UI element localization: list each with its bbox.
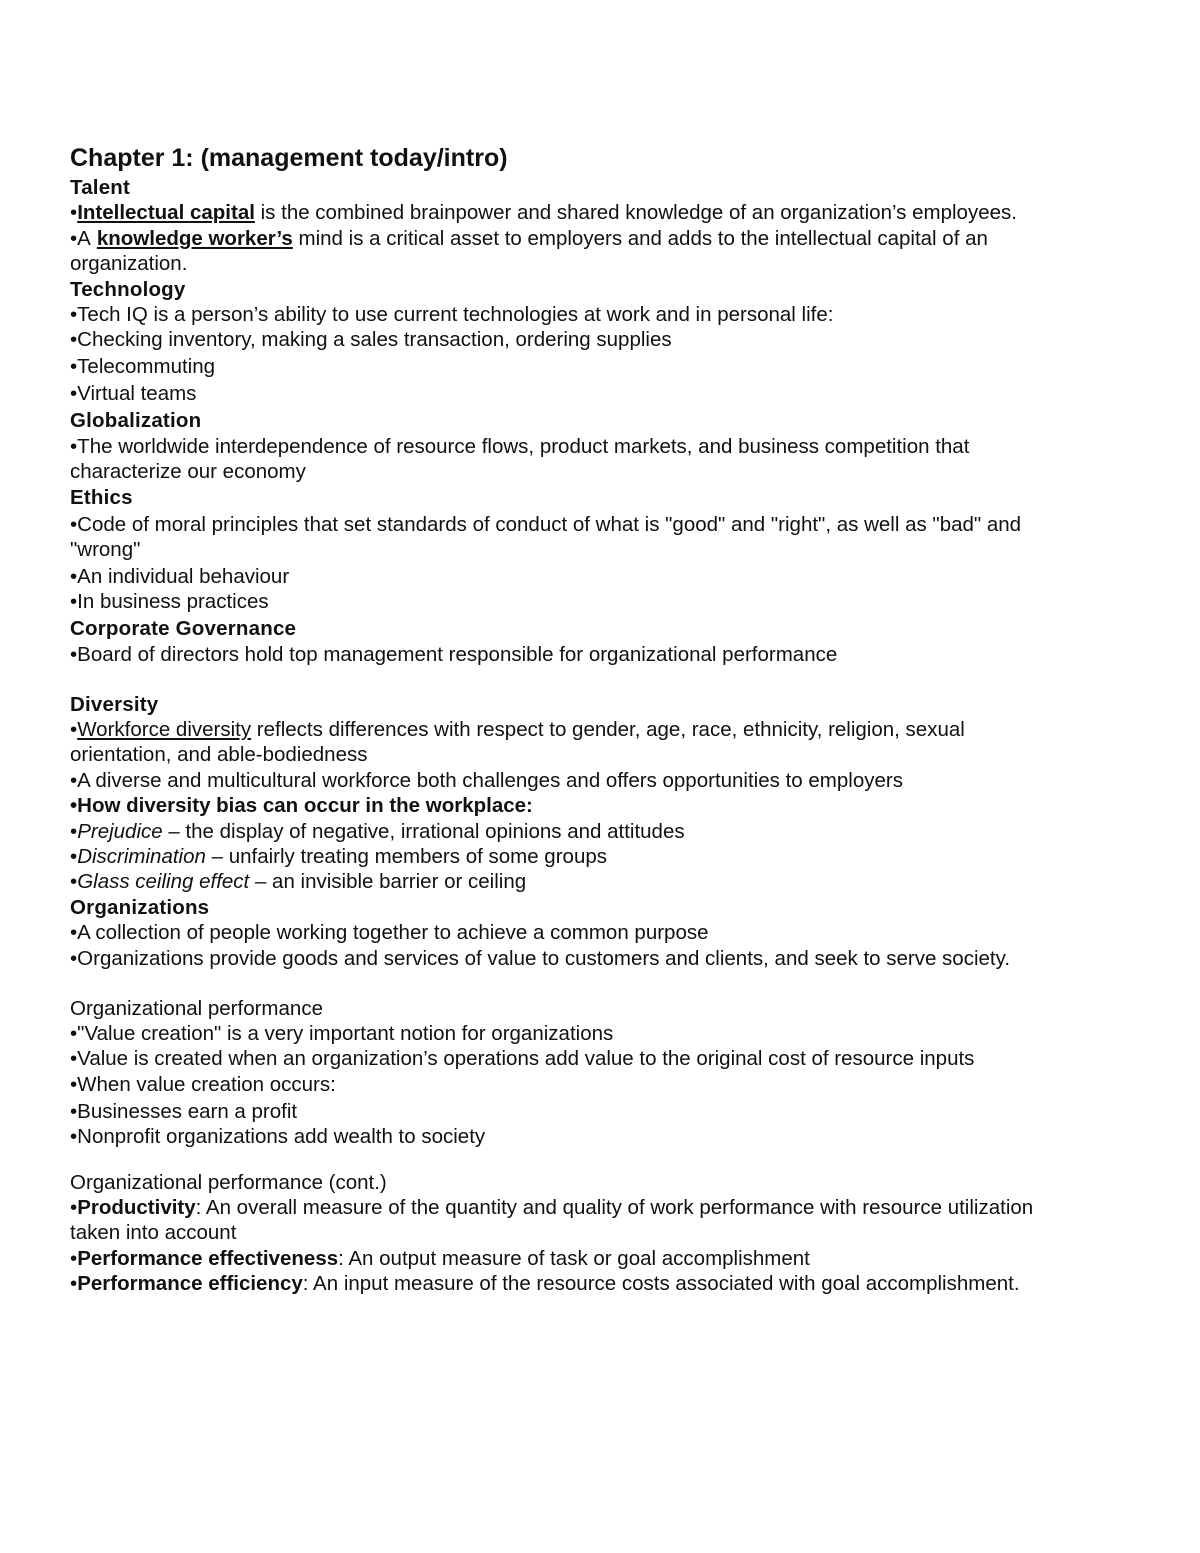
- diversity-bullet-discrimination: [70, 844, 1130, 869]
- bullet: •: [70, 870, 78, 894]
- term-prejudice: Prejudice: [77, 819, 163, 843]
- definition-text: : An input measure of the resource costs associated with goal accomplishment.: [302, 1272, 1020, 1296]
- performance-item: •When value creation occurs:: [70, 1072, 336, 1096]
- performance-item: •Nonprofit organizations add wealth to society: [70, 1125, 486, 1149]
- definition-text: mind is a critical asset to employers and adds to the intellectual capital of an: [292, 226, 988, 250]
- globalization-continuation: characterize our economy: [70, 460, 306, 484]
- bullet: •: [70, 1195, 78, 1219]
- bullet: •: [70, 1246, 78, 1270]
- governance-heading: Corporate Governance: [70, 617, 297, 641]
- ethics-item: •An individual behaviour: [70, 564, 290, 588]
- performance-cont-continuation: taken into account: [70, 1221, 237, 1245]
- diversity-bias-subheading: •How diversity bias can occur in the workplace:: [70, 794, 533, 818]
- definition-text: reflects differences with respect to gender, age, race, ethnicity, religion, sexual: [251, 718, 965, 742]
- term-knowledge-worker: knowledge worker’s: [96, 226, 293, 250]
- globalization-heading: Globalization: [70, 409, 202, 433]
- technology-item: •Checking inventory, making a sales transaction, ordering supplies: [70, 328, 672, 352]
- bullet-prefix: •A: [70, 226, 91, 250]
- term-performance-efficiency: Performance efficiency: [77, 1272, 303, 1296]
- definition-text: : An output measure of task or goal accomplishment: [338, 1246, 810, 1270]
- term-intellectual-capital: Intellectual capital: [77, 201, 255, 225]
- technology-heading: Technology: [70, 277, 186, 301]
- talent-bullet-knowledge-worker: [70, 226, 1130, 251]
- globalization-text: •The worldwide interdependence of resource flows, product markets, and business competition that: [70, 434, 970, 458]
- performance-heading: Organizational performance: [70, 996, 323, 1020]
- bullet: •: [70, 1272, 78, 1296]
- document-page: [70, 143, 1130, 1296]
- bullet: •: [70, 718, 78, 742]
- performance-cont-bullet-productivity: [70, 1195, 1130, 1220]
- diversity-heading: Diversity: [70, 692, 159, 716]
- term-performance-effectiveness: Performance effectiveness: [77, 1246, 339, 1270]
- definition-text: is the combined brainpower and shared knowledge of an organization’s employees.: [254, 201, 1017, 225]
- organizations-item: •Organizations provide goods and services of value to customers and clients, and seek to serve society.: [70, 946, 1011, 970]
- talent-heading: Talent: [70, 176, 131, 199]
- term-discrimination: Discrimination: [77, 845, 206, 869]
- term-glass-ceiling: Glass ceiling effect: [77, 870, 250, 894]
- performance-cont-bullet-effectiveness: [70, 1246, 1130, 1271]
- term-workforce-diversity: Workforce diversity: [77, 718, 252, 742]
- performance-cont-heading: Organizational performance (cont.): [70, 1170, 387, 1194]
- definition-text: – the display of negative, irrational opinions and attitudes: [162, 819, 685, 843]
- performance-item: •Businesses earn a profit: [70, 1099, 298, 1123]
- diversity-bullet-prejudice: [70, 819, 1130, 844]
- talent-bullet-intellectual-capital: [70, 200, 1130, 225]
- technology-item: •Tech IQ is a person’s ability to use current technologies at work and in personal life:: [70, 302, 834, 326]
- diversity-item: •A diverse and multicultural workforce both challenges and offers opportunities to employers: [70, 768, 903, 792]
- technology-item: •Virtual teams: [70, 382, 197, 406]
- term-productivity: Productivity: [77, 1195, 196, 1219]
- technology-item: •Telecommuting: [70, 355, 216, 379]
- spacer: [70, 667, 1130, 692]
- diversity-bullet-workforce: [70, 717, 1130, 742]
- diversity-continuation: orientation, and able-bodiedness: [70, 743, 368, 767]
- definition-text: – an invisible barrier or ceiling: [249, 870, 527, 894]
- organizations-item: •A collection of people working together to achieve a common purpose: [70, 921, 709, 945]
- performance-item: •"Value creation" is a very important notion for organizations: [70, 1021, 614, 1045]
- ethics-text: •Code of moral principles that set standards of conduct of what is "good" and "right", as well as "bad" and: [70, 512, 1022, 536]
- diversity-bullet-glass-ceiling: [70, 869, 1130, 894]
- organizations-heading: Organizations: [70, 895, 210, 919]
- bullet: •: [70, 845, 78, 869]
- definition-text: – unfairly treating members of some groups: [205, 845, 607, 869]
- performance-item: •Value is created when an organization’s operations add value to the original cost of resource inputs: [70, 1047, 975, 1071]
- governance-text: •Board of directors hold top management responsible for organizational performance: [70, 642, 838, 666]
- bullet: •: [70, 201, 78, 225]
- ethics-item: •In business practices: [70, 590, 269, 614]
- performance-cont-bullet-efficiency: [70, 1271, 1130, 1296]
- chapter-title: Chapter 1: (management today/intro): [70, 144, 508, 172]
- ethics-heading: Ethics: [70, 485, 133, 509]
- definition-text: : An overall measure of the quantity and quality of work performance with resource utilization: [195, 1195, 1034, 1219]
- ethics-continuation: "wrong": [70, 537, 141, 561]
- bullet: •: [70, 819, 78, 843]
- spacer: [70, 971, 1130, 996]
- talent-continuation: organization.: [70, 252, 188, 276]
- spacer: [70, 1150, 1130, 1170]
